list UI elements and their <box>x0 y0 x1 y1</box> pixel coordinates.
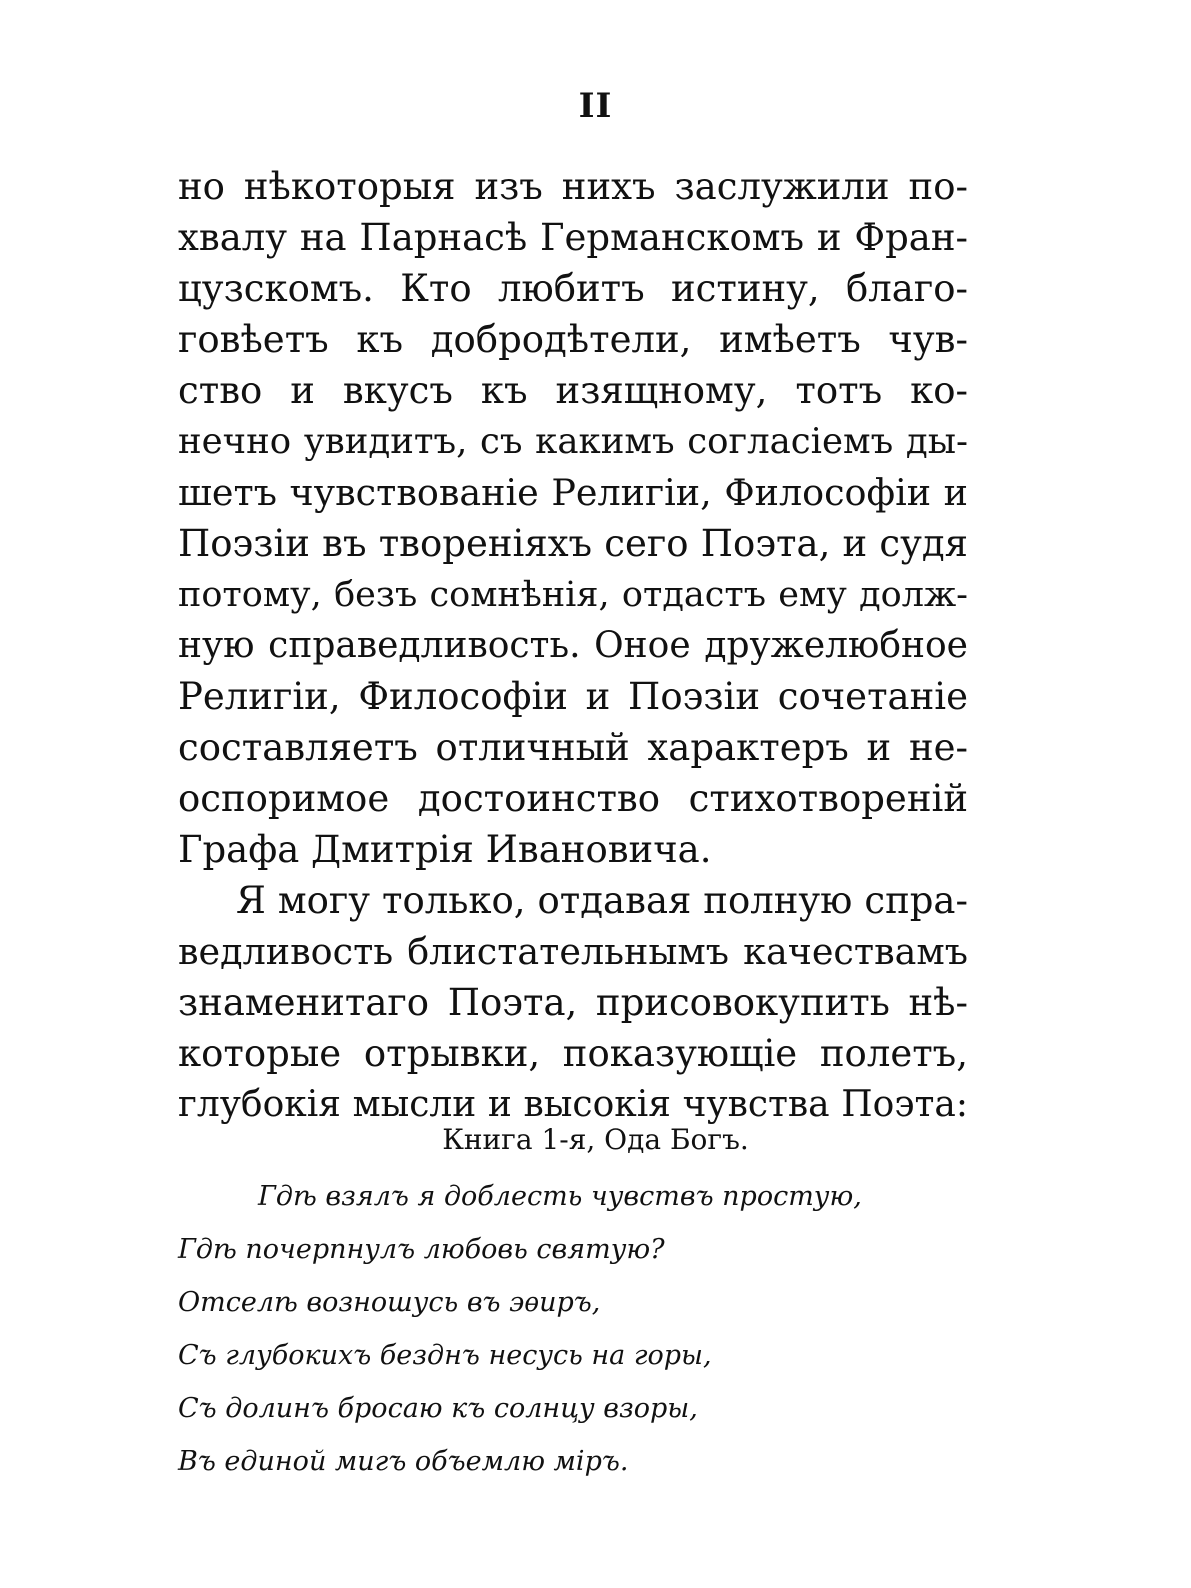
verse-line: Съ долинъ бросаю къ солнцу взоры, <box>178 1393 698 1424</box>
verse-line: Гдѣ взялъ я доблесть чувствъ простую, <box>258 1181 862 1212</box>
verse-line: Въ единой мигъ объемлю міръ. <box>178 1446 629 1477</box>
text-line: ведливость блистательнымъ качествамъ <box>178 930 968 973</box>
text-line: говѣетъ къ добродѣтели, имѣетъ чув- <box>178 318 968 361</box>
verse-line: Гдѣ почерпнулъ любовь святую? <box>178 1234 665 1265</box>
text-line: Графа Дмитрія Ивановича. <box>178 828 712 871</box>
text-line: ную справедливость. Оное дружелюбное <box>178 625 968 666</box>
text-line: оспоримое достоинство стихотвореній <box>178 777 968 820</box>
text-line: цузскомъ. Кто любитъ истину, благо- <box>178 267 968 310</box>
page-number: II <box>578 86 613 126</box>
verse-line: Отселѣ возношусь въ эѳиръ, <box>178 1287 601 1318</box>
verse-line: Съ глубокихъ безднъ несусь на горы, <box>178 1340 712 1371</box>
text-line: хвалу на Парнасѣ Германскомъ и Фран- <box>178 216 968 259</box>
text-line: глубокія мысли и высокія чувства Поэта: <box>178 1084 968 1125</box>
text-line: нечно увидитъ, съ какимъ согласіемъ ды- <box>178 421 968 462</box>
text-line: ство и вкусъ къ изящному, тотъ ко- <box>178 369 968 412</box>
section-heading: Книга 1-я, Ода Богъ. <box>442 1123 749 1156</box>
text-line: Религіи, Философіи и Поэзіи сочетаніе <box>178 675 968 718</box>
text-line: потому, безъ сомнѣнія, отдастъ ему долж- <box>178 575 968 615</box>
text-line: но нѣкоторыя изъ нихъ заслужили по- <box>178 165 968 208</box>
text-line: знаменитаго Поэта, присовокупить нѣ- <box>178 981 968 1024</box>
text-line: шетъ чувствованіе Религіи, Философіи и <box>178 471 968 514</box>
text-line: Я могу только, отдавая полную спра- <box>236 879 968 922</box>
text-line: которые отрывки, показующіе полетъ, <box>178 1032 968 1075</box>
text-line: составляетъ отличный характеръ и не- <box>178 726 968 769</box>
text-line: Поэзіи въ твореніяхъ сего Поэта, и судя <box>178 522 968 565</box>
